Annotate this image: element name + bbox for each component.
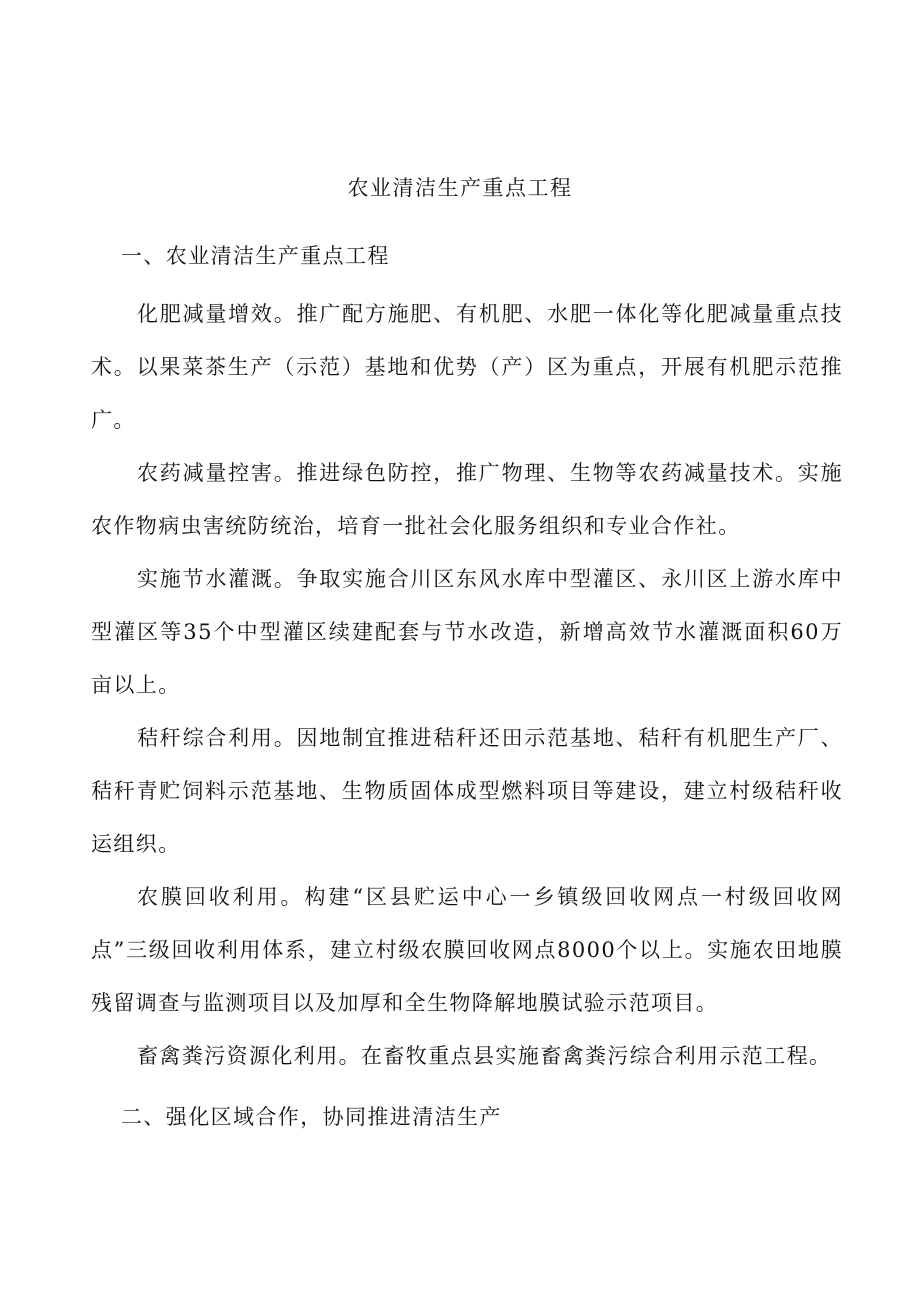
paragraph-pesticide-reduction: 农药减量控害。推进绿色防控，推广物理、生物等农药减量技术。实施农作物病虫害统防统治，培育一批社会化服务组织和专业合作社。 (91, 461, 843, 538)
paragraph-fertilizer-reduction: 化肥减量增效。推广配方施肥、有机肥、水肥一体化等化肥减量重点技术。以果菜茶生产（示范）基地和优势（产）区为重点，开展有机肥示范推广。 (91, 302, 843, 432)
document-body (91, 238, 843, 1135)
paragraph-film-recycling: 农膜回收利用。构建“区县贮运中心一乡镇级回收网点一村级回收网点”三级回收利用体系，建立村级农膜回收网点8000个以上。实施农田地膜残留调查与监测项目以及加厚和全生物降解地膜试验示范项目。 (91, 885, 843, 1015)
spacer (91, 274, 843, 288)
document-title: 农业清洁生产重点工程 (347, 176, 573, 200)
paragraph-livestock-manure: 畜禽粪污资源化利用。在畜牧重点县实施畜禽粪污综合利用示范工程。 (137, 1044, 832, 1068)
section-heading-1: 一、农业清洁生产重点工程 (121, 244, 390, 268)
paragraph-water-saving-irrigation: 实施节水灌溉。争取实施合川区东风水库中型灌区、永川区上游水库中型灌区等35个中型灌区续建配套与节水改造，新增高效节水灌溉面积60万亩以上。 (91, 567, 843, 697)
section-heading-2: 二、强化区域合作，协同推进清洁生产 (121, 1105, 502, 1129)
paragraph-straw-utilization: 秸秆综合利用。因地制宜推进秸秆还田示范基地、秸秆有机肥生产厂、秸秆青贮饲料示范基地、生物质固体成型燃料项目等建设，建立村级秸秆收运组织。 (91, 726, 843, 856)
spacer (91, 1083, 843, 1099)
